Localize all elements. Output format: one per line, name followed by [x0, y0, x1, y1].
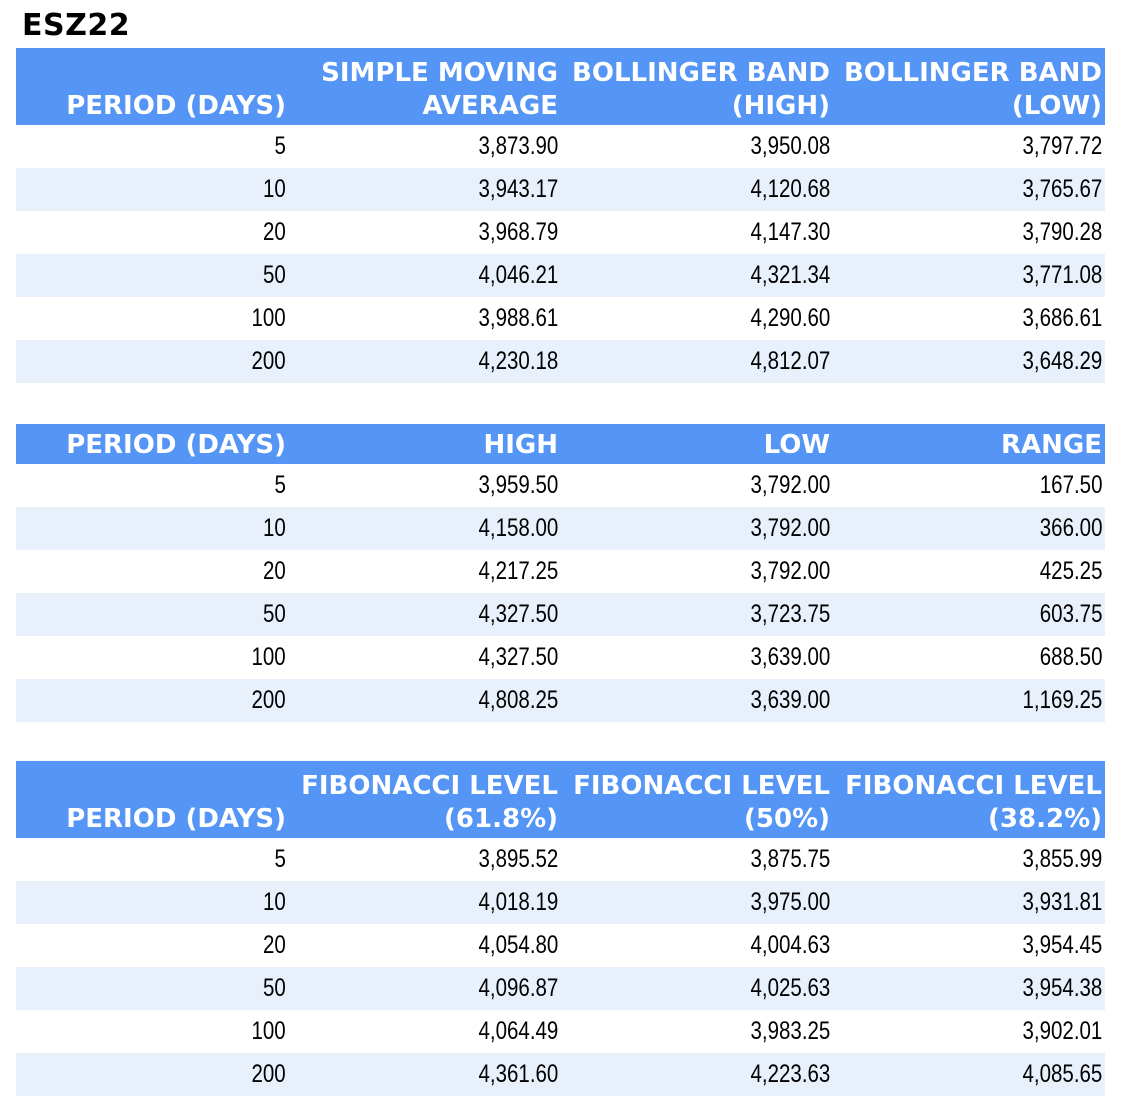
value-cell: 3,959.50: [478, 471, 558, 499]
value-cell: 3,954.45: [1022, 931, 1102, 959]
header-period: PERIOD (DAYS): [66, 91, 286, 121]
header-sma: SIMPLE MOVING AVERAGE: [321, 58, 558, 121]
value-cell: 3,771.08: [1022, 261, 1102, 289]
period-cell: 50: [263, 600, 286, 628]
value-cell: 3,792.00: [750, 557, 830, 585]
header-fib-50: FIBONACCI LEVEL (50%): [573, 771, 830, 834]
period-cell: 10: [263, 514, 286, 542]
value-cell: 4,223.63: [750, 1060, 830, 1088]
value-cell: 3,931.81: [1022, 888, 1102, 916]
moving-average-table: [16, 48, 1105, 383]
header-period: PERIOD (DAYS): [66, 804, 286, 834]
header-low: LOW: [763, 430, 830, 460]
table-row: [16, 340, 1105, 383]
high-low-table: [16, 424, 1105, 722]
table-row: [16, 967, 1105, 1010]
value-cell: 4,025.63: [750, 974, 830, 1002]
table-row: [16, 550, 1105, 593]
value-cell: 3,950.08: [750, 132, 830, 160]
period-cell: 50: [263, 261, 286, 289]
value-cell: 4,054.80: [478, 931, 558, 959]
period-cell: 5: [274, 845, 286, 873]
period-cell: 100: [251, 1017, 286, 1045]
value-cell: 4,018.19: [478, 888, 558, 916]
value-cell: 4,158.00: [478, 514, 558, 542]
period-cell: 10: [263, 175, 286, 203]
value-cell: 4,064.49: [478, 1017, 558, 1045]
value-cell: 167.50: [1039, 471, 1102, 499]
value-cell: 366.00: [1039, 514, 1102, 542]
table-row: [16, 464, 1105, 507]
period-cell: 10: [263, 888, 286, 916]
period-cell: 20: [263, 218, 286, 246]
period-cell: 20: [263, 557, 286, 585]
value-cell: 3,968.79: [478, 218, 558, 246]
value-cell: 3,648.29: [1022, 347, 1102, 375]
table-row: [16, 881, 1105, 924]
header-bb-high: BOLLINGER BAND (HIGH): [572, 58, 830, 121]
value-cell: 3,954.38: [1022, 974, 1102, 1002]
value-cell: 4,808.25: [478, 686, 558, 714]
value-cell: 3,895.52: [478, 845, 558, 873]
value-cell: 3,902.01: [1022, 1017, 1102, 1045]
value-cell: 3,792.00: [750, 471, 830, 499]
table-header: [16, 48, 1105, 125]
value-cell: 3,639.00: [750, 643, 830, 671]
table-row: [16, 1010, 1105, 1053]
value-cell: 4,812.07: [750, 347, 830, 375]
header-high: HIGH: [483, 430, 558, 460]
value-cell: 3,797.72: [1022, 132, 1102, 160]
period-cell: 50: [263, 974, 286, 1002]
value-cell: 4,230.18: [478, 347, 558, 375]
value-cell: 4,321.34: [750, 261, 830, 289]
page-title: ESZ22: [22, 8, 131, 43]
table-row: [16, 507, 1105, 550]
period-cell: 100: [251, 304, 286, 332]
value-cell: 4,085.65: [1022, 1060, 1102, 1088]
value-cell: 3,875.75: [750, 845, 830, 873]
value-cell: 4,217.25: [478, 557, 558, 585]
value-cell: 4,361.60: [478, 1060, 558, 1088]
table-row: [16, 125, 1105, 168]
period-cell: 200: [251, 686, 286, 714]
value-cell: 3,792.00: [750, 514, 830, 542]
value-cell: 3,873.90: [478, 132, 558, 160]
table-row: [16, 1053, 1105, 1096]
table-row: [16, 636, 1105, 679]
fibonacci-table: [16, 761, 1105, 1096]
value-cell: 4,120.68: [750, 175, 830, 203]
value-cell: 3,639.00: [750, 686, 830, 714]
value-cell: 3,975.00: [750, 888, 830, 916]
table-row: [16, 168, 1105, 211]
header-bb-low: BOLLINGER BAND (LOW): [844, 58, 1102, 121]
value-cell: 4,290.60: [750, 304, 830, 332]
value-cell: 4,147.30: [750, 218, 830, 246]
value-cell: 4,327.50: [478, 643, 558, 671]
table-row: [16, 838, 1105, 881]
value-cell: 3,790.28: [1022, 218, 1102, 246]
table-row: [16, 254, 1105, 297]
value-cell: 3,686.61: [1022, 304, 1102, 332]
value-cell: 603.75: [1039, 600, 1102, 628]
value-cell: 4,004.63: [750, 931, 830, 959]
table-row: [16, 924, 1105, 967]
period-cell: 200: [251, 1060, 286, 1088]
header-period: PERIOD (DAYS): [66, 430, 286, 460]
period-cell: 5: [274, 471, 286, 499]
value-cell: 4,046.21: [478, 261, 558, 289]
value-cell: 3,855.99: [1022, 845, 1102, 873]
table-row: [16, 297, 1105, 340]
value-cell: 4,327.50: [478, 600, 558, 628]
period-cell: 100: [251, 643, 286, 671]
table-row: [16, 593, 1105, 636]
header-range: RANGE: [1000, 430, 1102, 460]
value-cell: 3,943.17: [478, 175, 558, 203]
period-cell: 20: [263, 931, 286, 959]
table-header: [16, 424, 1105, 464]
value-cell: 4,096.87: [478, 974, 558, 1002]
value-cell: 3,723.75: [750, 600, 830, 628]
value-cell: 3,765.67: [1022, 175, 1102, 203]
header-fib-618: FIBONACCI LEVEL (61.8%): [301, 771, 558, 834]
value-cell: 1,169.25: [1022, 686, 1102, 714]
table-header: [16, 761, 1105, 838]
value-cell: 3,983.25: [750, 1017, 830, 1045]
value-cell: 425.25: [1039, 557, 1102, 585]
table-row: [16, 679, 1105, 722]
period-cell: 5: [274, 132, 286, 160]
table-row: [16, 211, 1105, 254]
value-cell: 3,988.61: [478, 304, 558, 332]
period-cell: 200: [251, 347, 286, 375]
value-cell: 688.50: [1039, 643, 1102, 671]
header-fib-382: FIBONACCI LEVEL (38.2%): [845, 771, 1102, 834]
